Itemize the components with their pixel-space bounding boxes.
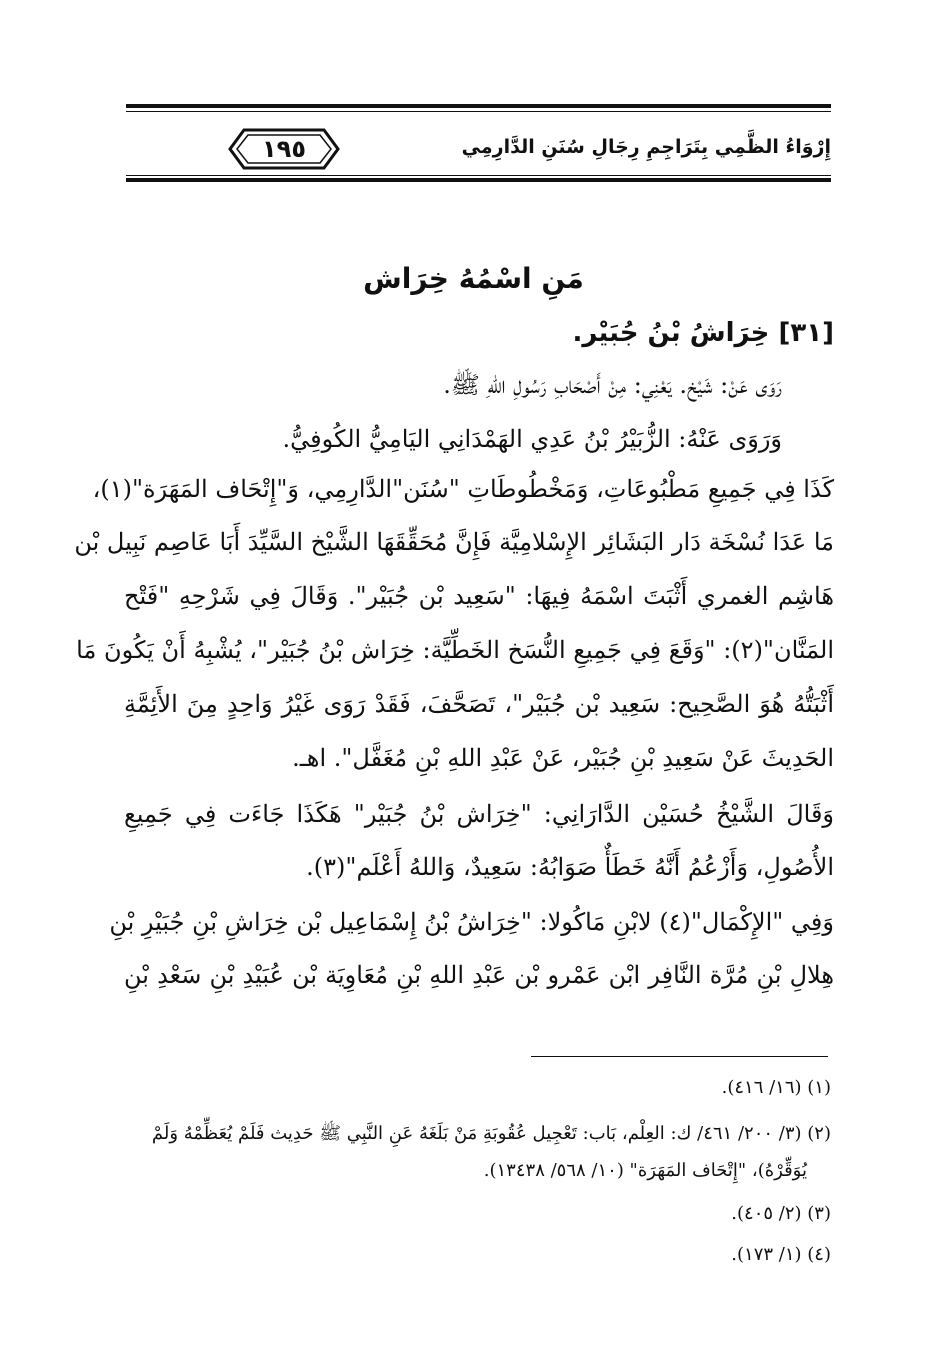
body-line: كَذَا فِي جَمِيعِ مَطْبُوعَاتِ، وَمَخْطُوطَاتِ "سُنَن"الدَّارِمِي، وَ"إِتْحَاف المَهَرَة"(١)،: [92, 475, 834, 503]
section-heading: مَنِ اسْمُهُ خِرَاش: [363, 262, 584, 295]
body-line-narrated-by: وَرَوَى عَنْهُ: الزُّبَيْرُ بْنُ عَدِي الهَمْدَانِي اليَامِيُّ الكُوفِيُّ.: [282, 425, 782, 453]
page-number-badge: [228, 127, 340, 171]
footnote-2-continued: يُوَقِّرْهُ)، "إِتْحَاف المَهَرَة" (١٠/ ٥٦٨/ ١٣٤٣٨).: [483, 1160, 807, 1181]
body-line: أَثْبَتُّهُ هُوَ الصَّحِيح: سَعِيد بْن جُبَيْر"، تَصَحَّفَ، فَقَدْ رَوَى غَيْرُ وَاحِدٍ مِنَ الأَئِمَّةِ: [124, 690, 834, 718]
body-line: المَنَّان"(٢): "وَقَعَ فِي جَمِيعِ النُّسَخ الخَطِّيَّة: خِرَاش بْنُ جُبَيْر"، يُشْبِهُ أَنْ يَكُونَ مَا: [76, 636, 834, 664]
body-line: وَفِي "الإِكْمَال"(٤) لابْنِ مَاكُولا: "خِرَاشُ بْنُ إِسْمَاعِيل بْن خِرَاشِ بْنِ جُبَيْرِ بْنِ: [109, 908, 834, 936]
running-title: إِرْوَاءُ الظَّمِي بِتَرَاجِمِ رِجَالِ سُنَنِ الدَّارِمِي: [461, 136, 831, 158]
body-line: الحَدِيثَ عَنْ سَعِيدِ بْنِ جُبَيْر، عَنْ عَبْدِ اللهِ بْنِ مُغَفَّل". اهـ.: [292, 744, 834, 772]
body-line-narrator-from: رَوَى عَنْ: شَيْخ. يَعْنِي: مِنْ أَصْحَابِ رَسُولِ اللهِ ﷺ.: [443, 371, 782, 399]
page-number: ١٩٥: [262, 135, 306, 163]
header-rule-thin-bottom: [126, 175, 831, 176]
body-line: مَا عَدَا نُسْخَة دَار البَشَائِر الإِسْلامِيَّة فَإِنَّ مُحَقِّقَهَا الشَّيْخ السَّيِّدَ أَبَا عَاصِم نَبِيل بْن: [74, 528, 834, 556]
body-line: هَاشِم الغمري أَثْبَتَ اسْمَهُ فِيهَا: "سَعِيد بْن جُبَيْر". وَقَالَ فِي شَرْحِهِ "فَتْح: [124, 582, 834, 610]
entry-title: [٣١] خِرَاشُ بْنُ جُبَيْر.: [572, 318, 834, 348]
footnote-4: (٤) (١/ ١٧٣).: [731, 1244, 831, 1265]
body-line: الأُصُولِ، وَأَزْعُمُ أَنَّهُ خَطَأٌ صَوَابُهُ: سَعِيدٌ، وَاللهُ أَعْلَم"(٣).: [306, 853, 834, 881]
header-rule-thick: [126, 104, 831, 108]
body-line: وَقَالَ الشَّيْخُ حُسَيْن الدَّارَانِي: "خِرَاش بْنُ جُبَيْر" هَكَذَا جَاءَت فِي جَمِيعِ: [124, 800, 834, 828]
header-rule-bottom-thick: [126, 178, 831, 182]
footnote-1: (١) (١٦/ ٤١٦).: [721, 1077, 831, 1098]
footnote-3: (٣) (٢/ ٤٠٥).: [731, 1203, 831, 1224]
header-rule-thin-top: [126, 111, 831, 112]
footnote-separator: [531, 1056, 828, 1057]
footnote-2: (٢) (٣/ ٢٠٠/ ٤٦١/ ك: العِلْم، بَاب: تَعْجِيل عُقُوبَةِ مَنْ بَلَغَهُ عَنِ النَّبِي ﷺ حَدِيث فَلَمْ يُعَظِّمْهُ وَلَمْ: [151, 1123, 831, 1144]
body-line: هِلالِ بْنِ مُرَّة النَّافِر ابْن عَمْرو بْن عَبْدِ اللهِ بْنِ مُعَاوِيَة بْن عُبَيْدِ بْنِ سَعْدِ بْنِ: [124, 961, 834, 989]
